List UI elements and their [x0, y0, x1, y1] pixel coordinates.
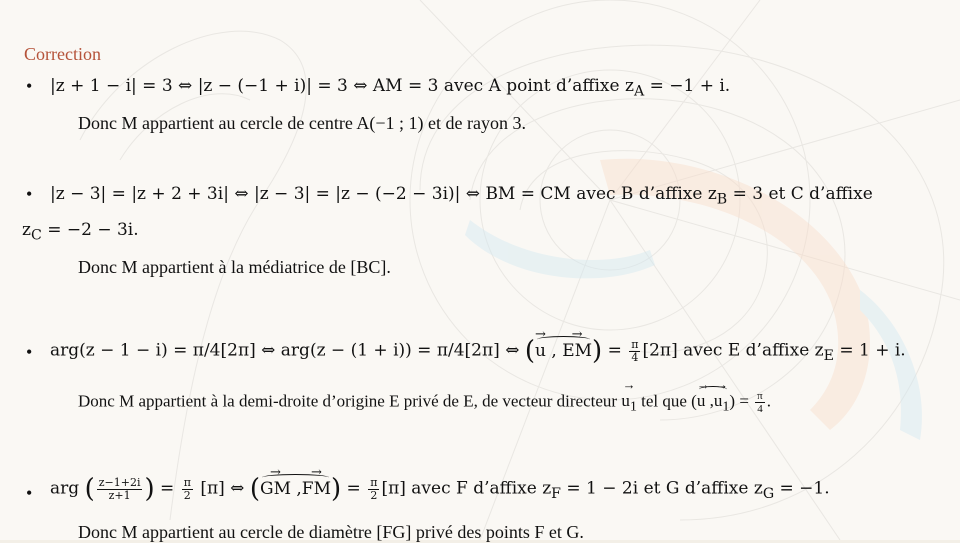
item-3-conclusion-end: .	[766, 391, 771, 411]
item-3-fraction	[629, 339, 640, 364]
item-3-frac-den: 4	[631, 350, 639, 364]
item-4-angle-u: GM →	[260, 479, 291, 499]
item-3-conclusion-start: Donc M appartient à la demi-droite d’origine E privé de E, de vecteur directeur	[78, 391, 622, 411]
item-4-conclusion: Donc M appartient au cercle de diamètre [FG] privé des points F et G.	[78, 522, 584, 542]
item-3-angle-v: EM →	[562, 341, 592, 361]
item-4-fraction-3	[368, 477, 379, 502]
item-4-eq-b: [π] avec F d’affixe z	[381, 478, 552, 499]
item-4-angle	[260, 479, 331, 499]
item-3-eq-start: arg(z − 1 − i) = π/4[2π] ⇔ arg(z − (1 + i)) = π/4[2π] ⇔	[50, 340, 525, 361]
item-1-eq-end: = −1 + i.	[644, 76, 731, 96]
item-4-equation: arg ( $\frac{z-1+2i}{z+1}$ ) = $\frac{\pi}{2}$ [π] ⇔ (GM → ,FM →) = $\frac{\pi}{2}$ [π] avec F d’affixe $z_F = 1 - 2i$ et G d’affixe $z_G = -1$.	[50, 474, 830, 504]
item-2-conclusion: Donc M appartient à la médiatrice de [BC].	[78, 257, 391, 277]
bullet-2: •	[26, 184, 33, 204]
item-3-angle-sep: ,	[545, 340, 557, 361]
item-2-eq-end: = 3 et C d’affixe	[727, 184, 873, 204]
item-3-c-frac-den: 4	[757, 403, 763, 415]
item-3-conclusion-fraction	[755, 390, 765, 415]
item-3-angle	[535, 341, 592, 361]
item-2-equation-line2	[22, 220, 139, 243]
item-3-c-angle-v-label: u	[713, 391, 723, 411]
bullet-3: •	[26, 342, 33, 362]
item-4-eq-c: = 1 − 2i et G d’affixe z	[561, 478, 763, 499]
item-3-vector	[621, 391, 637, 415]
item-2-equation	[50, 184, 873, 207]
item-3-c-frac-num: π	[757, 390, 763, 402]
item-4-frac-den: z+1	[108, 488, 131, 502]
item-3-eq-end: = 1 + i.	[833, 340, 906, 361]
item-3-vector-label: u	[621, 391, 630, 411]
item-3-c-angle-v	[714, 391, 730, 415]
item-3-frac-num: π	[631, 337, 639, 351]
item-4-frac3-den: 2	[370, 488, 378, 502]
item-4-fraction	[97, 477, 143, 502]
item-3-c-angle-u: u →	[697, 391, 706, 411]
item-3-conclusion: Donc M appartient à la demi-droite d’origine E privé de E, de vecteur directeur $u_1$ → tel que ($u \to ,u_1$ →) = $\frac{\pi}{4}$ .	[78, 390, 771, 416]
bullet-1: •	[26, 76, 33, 96]
item-3-conclusion-angle	[697, 391, 730, 415]
item-1-conclusion: Donc M appartient au cercle de centre A(−1 ; 1) et de rayon 3.	[78, 113, 526, 133]
item-4-frac3-num: π	[370, 475, 378, 489]
item-1-eq-sub: A	[633, 83, 645, 100]
item-3-angle-u: u →	[535, 341, 546, 361]
item-4-frac2-num: π	[183, 475, 191, 489]
item-2-eq-line2-end: = −2 − 3i.	[41, 220, 139, 240]
item-2-eq-sub: B	[716, 191, 728, 208]
item-4-eq-d: = −1.	[774, 478, 830, 499]
item-1-eq-text: |z + 1 − i| = 3 ⇔ |z − (−1 + i)| = 3 ⇔ AM = 3 avec A point d’affixe z	[50, 76, 634, 96]
item-2-eq-text: |z − 3| = |z + 2 + 3i| ⇔ |z − 3| = |z − (−2 − 3i)| ⇔ BM = CM avec B d’affixe z	[50, 184, 717, 204]
item-3-conclusion-mid: tel que (	[636, 391, 697, 411]
item-2-eq-line2-sub: C	[30, 227, 42, 244]
item-2-eq-line2: z	[22, 220, 31, 240]
item-3-eq-sub: E	[823, 347, 834, 364]
item-4-angle-v: FM →	[302, 479, 331, 499]
slide-title: Correction	[24, 44, 101, 64]
item-4-frac2-den: 2	[183, 488, 191, 502]
item-3-c-angle-sep: ,	[705, 391, 714, 411]
item-4-arg: arg	[50, 478, 80, 499]
item-4-eq-a: [π] ⇔	[194, 478, 250, 499]
item-4-angle-sep: ,	[290, 478, 302, 499]
item-4-fraction-2	[182, 477, 193, 502]
bullet-4: •	[26, 483, 33, 503]
item-4-sub-g: G	[762, 485, 775, 502]
item-4-sub-f: F	[551, 485, 561, 502]
item-3-eq-mid: [2π] avec E d’affixe z	[642, 340, 824, 361]
item-3-vector-sub: 1	[629, 398, 637, 415]
item-1-equation	[50, 76, 730, 99]
item-3-c-angle-v-sub: 1	[722, 398, 730, 415]
item-4-frac-num: z−1+2i	[98, 475, 141, 489]
item-3-equation: arg(z − 1 − i) = π/4[2π] ⇔ arg(z − (1 + i)) = π/4[2π] ⇔ (u → , EM →) = $\frac{\pi}{4}$ [2π] avec E d’affixe $z_E = 1 + i$.	[50, 336, 906, 366]
